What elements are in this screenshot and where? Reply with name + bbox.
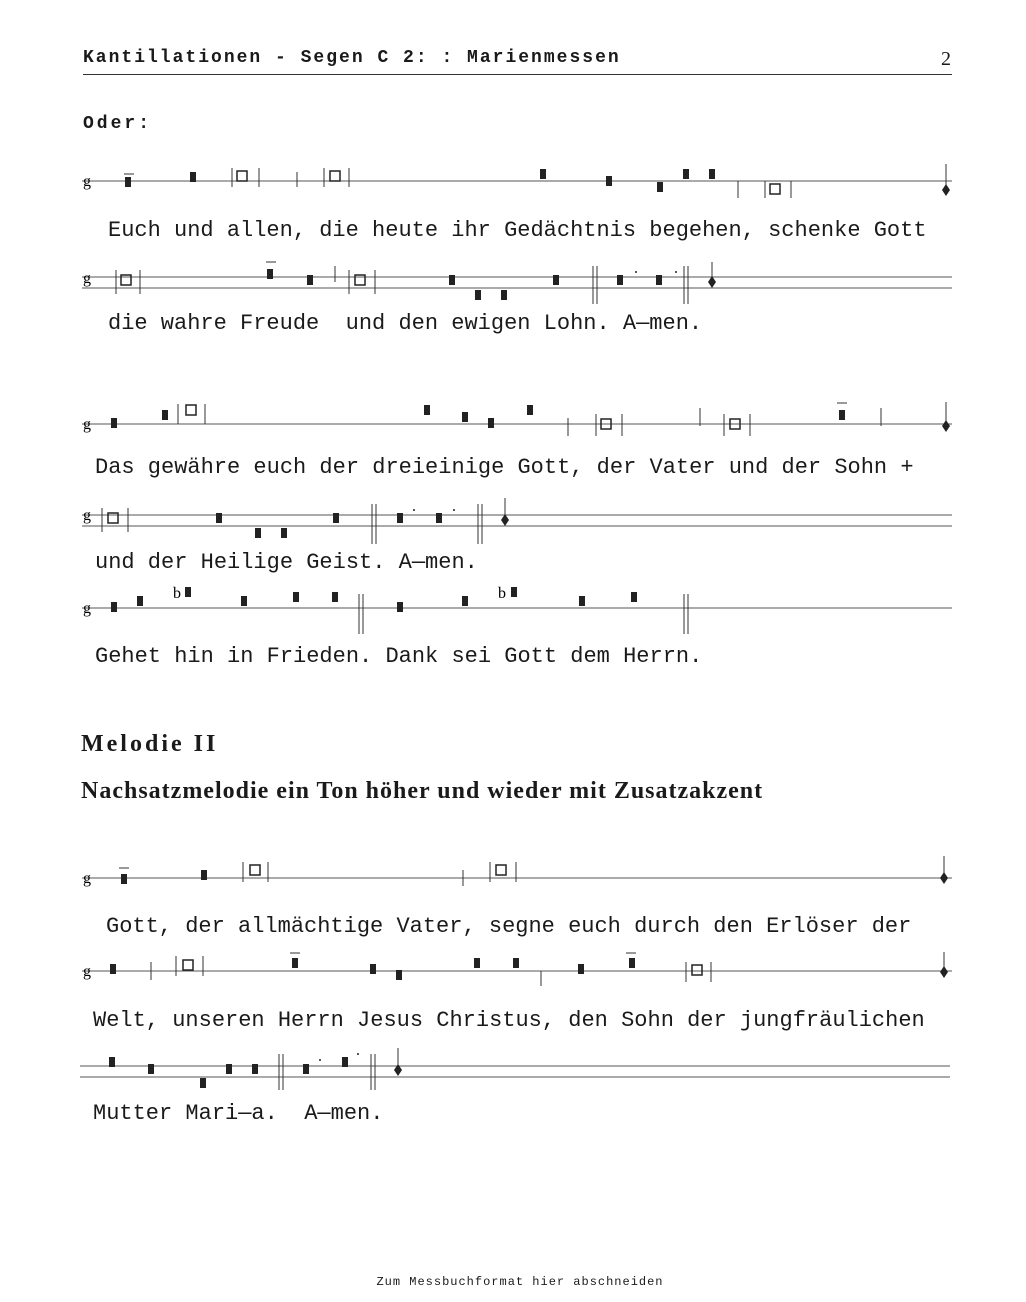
g-clef: g	[83, 270, 91, 287]
section-subtitle: Nachsatzmelodie ein Ton höher und wieder mit Zusatzakzent	[81, 778, 764, 804]
footer-cut-note: Zum Messbuchformat hier abschneiden	[376, 1275, 664, 1289]
music-staff-4	[0, 498, 1026, 548]
alternative-label: Oder:	[83, 114, 153, 134]
g-clef: g	[83, 963, 91, 980]
section-title: Melodie II	[81, 731, 219, 757]
music-staff-8	[0, 1046, 1026, 1096]
music-staff-5	[0, 584, 1026, 638]
lyric-line-1: Euch und allen, die heute ihr Gedächtnis begehen, schenke Gott	[108, 218, 927, 243]
lyric-line-7: Welt, unseren Herrn Jesus Christus, den Sohn der jungfräulichen	[93, 1008, 925, 1033]
music-staff-1	[0, 160, 1026, 200]
flat-sign: b	[173, 585, 181, 602]
g-clef: g	[83, 600, 91, 617]
lyric-line-8: Mutter Mari—a. A—men.	[93, 1101, 384, 1126]
lyric-line-3: Das gewähre euch der dreieinige Gott, der Vater und der Sohn +	[95, 455, 914, 480]
music-staff-2	[0, 258, 1026, 308]
lyric-line-5: Gehet hin in Frieden. Dank sei Gott dem Herrn.	[95, 644, 703, 669]
music-staff-7	[0, 950, 1026, 990]
lyric-line-4: und der Heilige Geist. A—men.	[95, 550, 478, 575]
g-clef: g	[83, 870, 91, 887]
header-rule	[83, 74, 952, 75]
flat-sign: b	[498, 585, 506, 602]
lyric-line-6: Gott, der allmächtige Vater, segne euch durch den Erlöser der	[106, 914, 912, 939]
lyric-line-2: die wahre Freude und den ewigen Lohn. A—men.	[108, 311, 703, 336]
music-staff-3	[0, 398, 1026, 438]
g-clef: g	[83, 416, 91, 433]
g-clef: g	[83, 507, 91, 524]
page-header-title: Kantillationen - Segen C 2: : Marienmessen	[83, 48, 621, 68]
page-number: 2	[941, 48, 951, 70]
g-clef: g	[83, 173, 91, 190]
music-staff-6	[0, 856, 1026, 896]
